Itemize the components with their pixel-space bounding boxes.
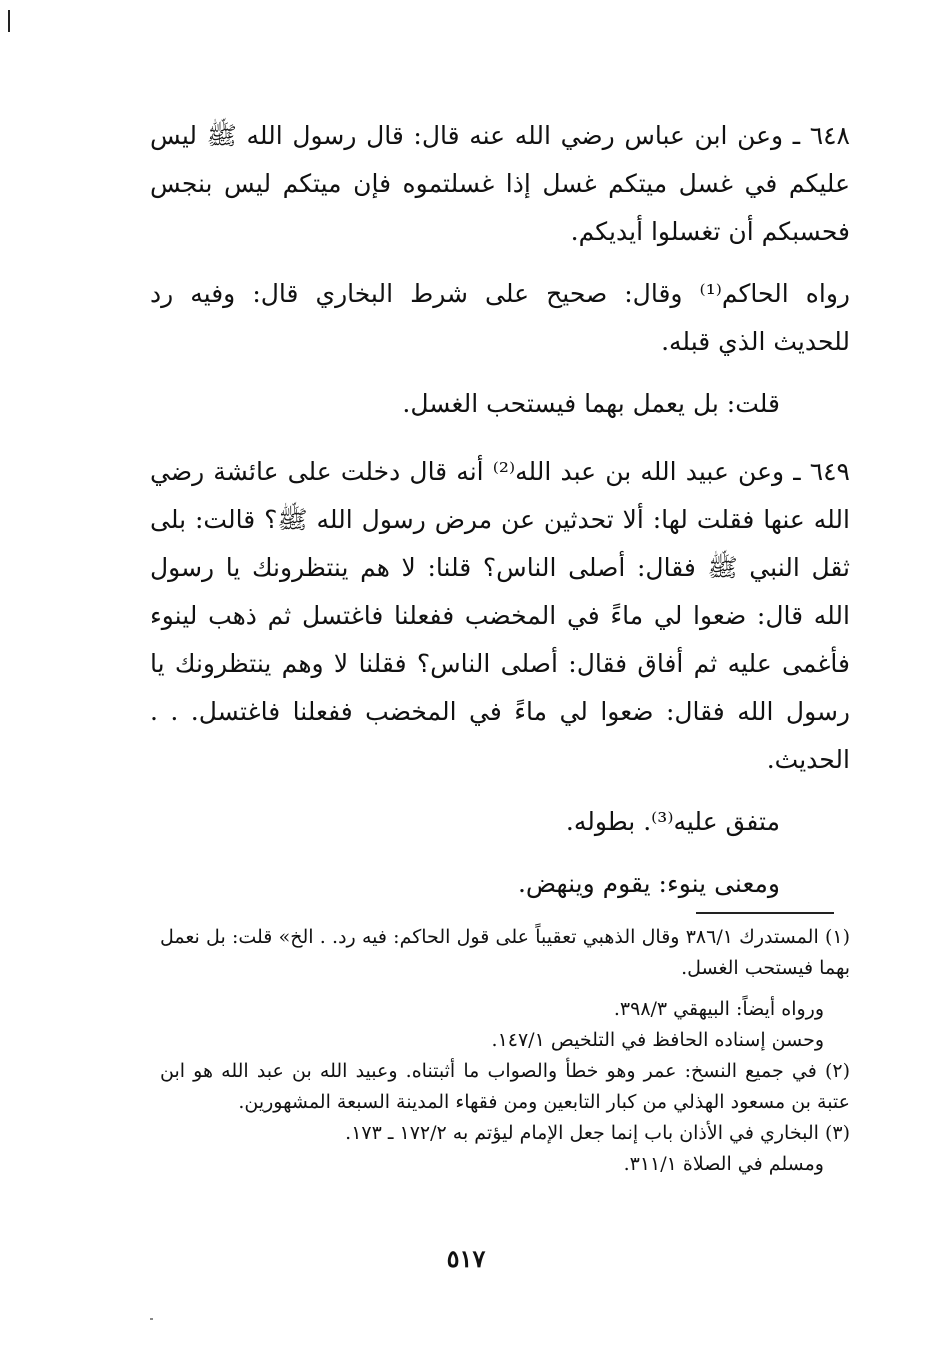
footnote-1: (١) المستدرك ٣٨٦/١ وقال الذهبي تعقيباً على قول الحاكم: فيه رد. . الخ» قلت: بل نعمل بهما فيستحب الغسل.	[160, 926, 850, 979]
footnote-3-addendum: ومسلم في الصلاة ٣١١/١.	[623, 1153, 824, 1175]
footnote-2: (٢) في جميع النسخ: عمر وهو خطأ والصواب ما أثبتناه. وعبيد الله بن عبد الله هو ابن عتبة بن مسعود الهذلي من كبار التابعين ومن فقهاء المدينة السبعة المشهورين.	[160, 1060, 850, 1113]
footnote-3: (٣) البخاري في الأذان باب إنما جعل الإمام ليؤتم به ١٧٢/٢ ـ ١٧٣.	[345, 1122, 850, 1144]
narration-649: متفق عليه⁽³⁾. بطوله.	[565, 807, 780, 836]
hadith-649: ٦٤٩ ـ وعن عبيد الله بن عبد الله⁽²⁾ أنه قال دخلت على عائشة رضي الله عنها فقلت لها: ألا تحدثين عن مرض رسول الله ﷺ؟ قالت: بلى ثقل النبي ﷺ فقال: أصلى الناس؟ قلنا: لا هم ينتظرونك يا رسول الله قال: ضعوا لي ماءً في المخضب ففعلنا فاغتسل ثم ذهب لينوء فأغمى عليه ثم أفاق فقال: أصلى الناس؟ فقلنا لا وهم ينتظرونك يا رسول الله فقال: ضعوا لي ماءً في المخضب ففعلنا فاغتسل. . . الحديث.	[150, 457, 850, 774]
comment-648: قلت: بل يعمل بهما فيستحب الغسل.	[402, 389, 780, 418]
footnote-1-addendum-2: وحسن إسناده الحافظ في التلخيص ١٤٧/١.	[491, 1029, 824, 1051]
page-number: ٥١٧	[446, 1244, 486, 1273]
scan-speck	[150, 1318, 153, 1320]
footnotes	[160, 922, 850, 1180]
main-text	[150, 112, 850, 908]
footnote-separator	[696, 912, 834, 914]
hadith-648: ٦٤٨ ـ وعن ابن عباس رضي الله عنه قال: قال رسول الله ﷺ ليس عليكم في غسل ميتكم غسل إذا غسلتموه فإن ميتكم ليس بنجس فحسبكم أن تغسلوا أيديكم.	[150, 121, 850, 246]
footnote-1-addendum: ورواه أيضاً: البيهقي ٣٩٨/٣.	[613, 998, 824, 1020]
narration-648: رواه الحاكم⁽¹⁾ وقال: صحيح على شرط البخاري قال: وفيه رد للحديث الذي قبله.	[150, 279, 850, 356]
scan-edge-mark	[8, 10, 10, 32]
meaning-649: ومعنى ينوء: يقوم وينهض.	[517, 869, 780, 898]
